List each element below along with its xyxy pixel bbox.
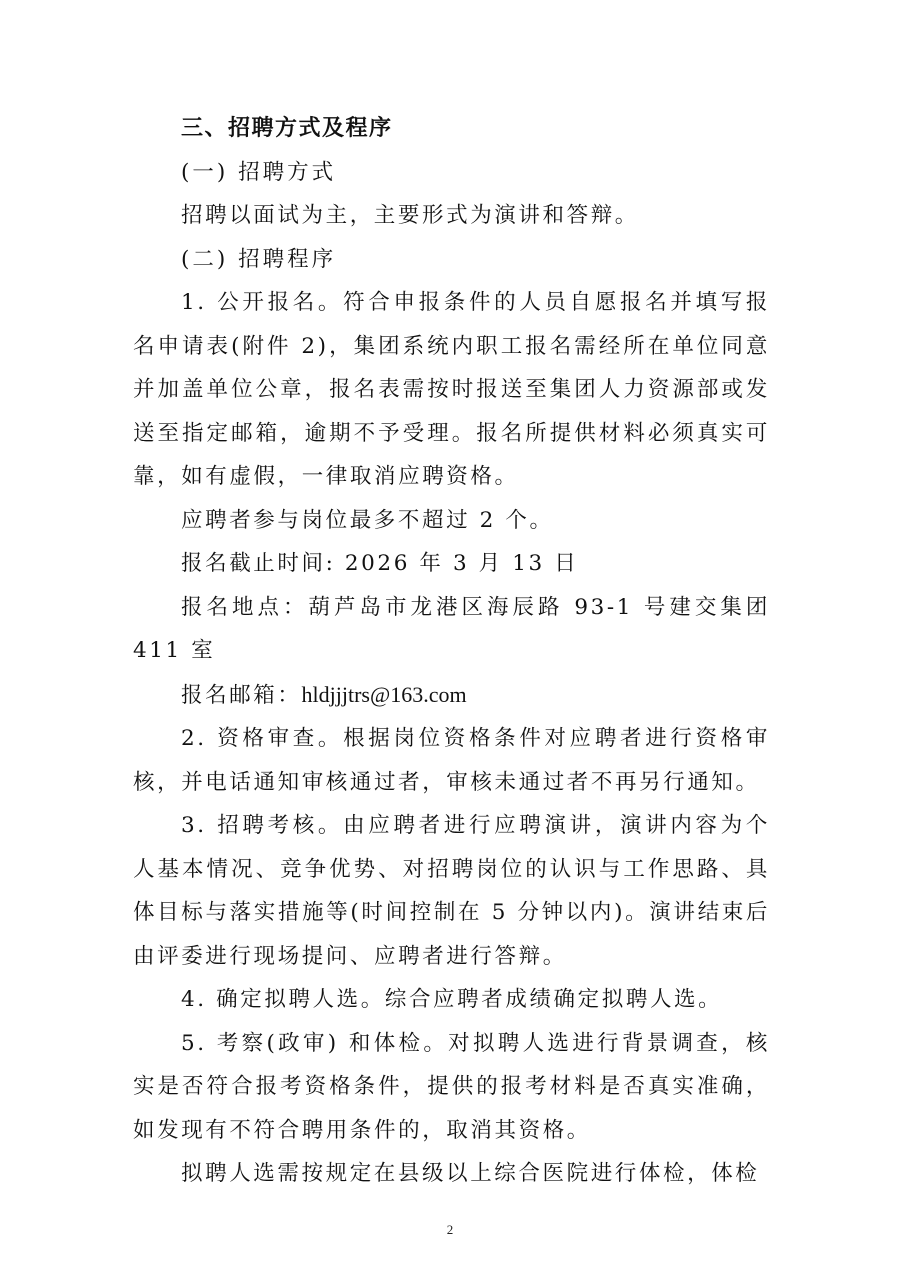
paragraph-position-limit: 应聘者参与岗位最多不超过 2 个。 bbox=[181, 507, 554, 533]
paragraph-step-2-review: 2. 资格审查。根据岗位资格条件对应聘者进行资格审核，并电话通知审核通过者，审核未通过者不再另行通知。 bbox=[133, 726, 770, 795]
subheading-recruitment-procedure: (二) 招聘程序 bbox=[181, 246, 337, 272]
email-label: 报名邮箱： bbox=[181, 682, 302, 708]
paragraph-step-5-inspection: 5. 考察(政审) 和体检。对拟聘人选进行背景调查，核实是否符合报考资格条件，提供的报考材料是否真实准确，如发现有不符合聘用条件的，取消其资格。 bbox=[133, 1030, 770, 1143]
paragraph-location: 报名地点：葫芦岛市龙港区海辰路 93-1 号建交集团 411 室 bbox=[133, 594, 770, 663]
subheading-recruitment-method: (一) 招聘方式 bbox=[181, 159, 337, 185]
page-number: 2 bbox=[446, 1222, 454, 1237]
section-heading: 三、招聘方式及程序 bbox=[181, 116, 393, 141]
paragraph-step-3-assessment: 3. 招聘考核。由应聘者进行应聘演讲，演讲内容为个人基本情况、竞争优势、对招聘岗位的认识与工作思路、具体目标与落实措施等(时间控制在 5 分钟以内)。演讲结束后由评委进行现场提问、应聘者进行答辩。 bbox=[133, 813, 770, 969]
paragraph-step-4-selection: 4. 确定拟聘人选。综合应聘者成绩确定拟聘人选。 bbox=[181, 987, 723, 1012]
paragraph-medical-exam: 拟聘人选需按规定在县级以上综合医院进行体检，体检 bbox=[181, 1161, 760, 1186]
paragraph-deadline: 报名截止时间: 2026 年 3 月 13 日 bbox=[181, 551, 579, 576]
paragraph-step-1-registration: 1. 公开报名。符合申报条件的人员自愿报名并填写报名申请表(附件 2)，集团系统内职工报名需经所在单位同意并加盖单位公章，报名表需按时报送至集团人力资源部或发送至指定邮箱，逾期不予受理。报名所提供材料必须真实可靠，如有虚假，一律取消应聘资格。 bbox=[133, 290, 770, 489]
paragraph-email bbox=[133, 673, 770, 718]
email-address: hldjjjtrs@163.com bbox=[301, 681, 467, 707]
document-body bbox=[133, 107, 770, 1196]
paragraph-method: 招聘以面试为主，主要形式为演讲和答辩。 bbox=[181, 203, 639, 228]
